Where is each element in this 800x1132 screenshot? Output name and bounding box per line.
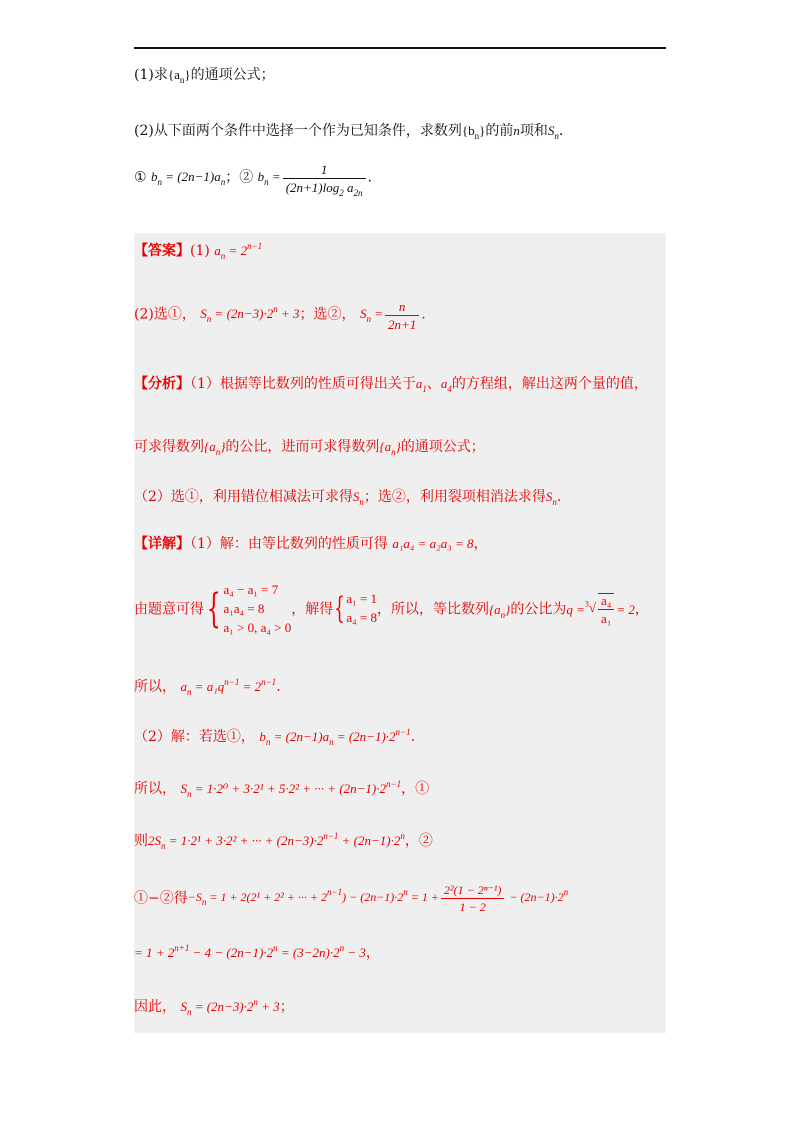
seq-sub: n <box>500 609 506 620</box>
analysis-text-e: 的通项公式； <box>400 439 485 455</box>
exponent: n−1 <box>327 887 343 898</box>
detail-end: . <box>276 679 281 695</box>
fraction-denominator: 1 − 2 <box>459 900 486 914</box>
var-a1 <box>415 376 427 394</box>
system-row: a₁ > 0, a₄ > 0 <box>223 619 292 635</box>
analysis-label: 【分析】 <box>134 376 190 392</box>
analysis-text-c: 可求得数列 <box>134 439 204 455</box>
formula-part: + 3 <box>257 999 280 1014</box>
sum-S-n <box>545 489 557 507</box>
a-letter: a <box>214 243 221 258</box>
S-letter: S <box>352 489 360 504</box>
exponent: n <box>339 943 345 953</box>
fraction-numerator: a₄ <box>598 594 614 610</box>
condition-1-formula <box>151 169 226 188</box>
answer-part1: (1) <box>190 243 210 259</box>
2sn-series <box>148 831 405 851</box>
b-sub: n <box>265 737 271 747</box>
a-sub: n <box>329 737 334 747</box>
detail-line-7 <box>134 884 568 913</box>
answer-an-formula <box>214 241 263 261</box>
seq-open: {a <box>167 67 180 82</box>
detail-end: ， <box>365 945 380 961</box>
formula-part: = (2n−3)·2 <box>191 999 254 1014</box>
S-sub: n <box>359 497 364 507</box>
a-sub: 1 <box>422 384 427 394</box>
question-part2-mid: 的前 <box>485 123 514 139</box>
S-sub: n <box>554 131 559 141</box>
detail-text: （1）解：由等比数列的性质可得 <box>190 536 388 552</box>
a-letter: a <box>415 376 423 391</box>
a-letter: a <box>180 679 187 694</box>
condition-2-mark: ② <box>239 169 254 186</box>
S-sub: n <box>186 1007 192 1017</box>
neg-S-letter: −S <box>187 890 202 905</box>
analysis-line-2 <box>134 439 485 457</box>
formula-rest: = (2n−1)·2 <box>333 729 396 744</box>
condition-2-formula <box>257 162 368 198</box>
condition-2-end: . <box>367 169 372 186</box>
detail-line-2 <box>134 581 649 638</box>
detail-text: 由题意可得 <box>134 601 204 618</box>
seq-open: {b <box>461 123 475 138</box>
detail-end: ； <box>279 999 294 1015</box>
fraction-numerator: 2²(1 − 2ⁿ⁻¹) <box>441 884 504 899</box>
sn-series <box>180 779 402 799</box>
exponent: n−1 <box>395 727 411 737</box>
formula-mid: = a₁q <box>191 679 225 694</box>
seq-a-n <box>488 601 511 620</box>
S-sub: n <box>206 314 212 325</box>
S-letter: S <box>359 306 367 322</box>
a-sub: 4 <box>447 384 452 394</box>
fraction-denominator: 2n+1 <box>388 317 417 332</box>
bn-formula <box>259 727 411 747</box>
fraction-denominator <box>283 179 366 198</box>
detail-label: 【详解】 <box>134 536 190 552</box>
formula-part: = 1 + 2 <box>134 945 175 960</box>
formula-part: = (3−2n)·2 <box>277 945 340 960</box>
equation-marker-1: ，① <box>401 781 430 797</box>
detail-text: ，所以，等比数列 <box>376 601 489 618</box>
seq-a-n <box>379 439 401 457</box>
condition-1-mark: ① <box>134 169 147 186</box>
root-index: 3 <box>584 599 589 609</box>
question-part2-end: . <box>558 123 564 139</box>
seq-close: } <box>395 439 401 454</box>
seq-a-n <box>204 439 226 457</box>
seq-sub: n <box>474 131 480 141</box>
a-letter: a <box>440 376 448 391</box>
S-sub: n <box>366 314 371 325</box>
formula-part: = 1 + <box>407 890 439 905</box>
var-a4 <box>440 376 452 394</box>
analysis-text-b: 的方程组，解出这两个量的值， <box>451 376 648 392</box>
equals-two: = 2 <box>225 243 248 258</box>
fraction-numerator: n <box>385 300 419 316</box>
S-letter: S <box>180 781 187 796</box>
a-sub: n <box>186 687 192 697</box>
left-brace-icon: { <box>206 586 221 633</box>
detail-end: ， <box>473 536 488 552</box>
equation-system-2 <box>346 590 377 628</box>
detail-text: 则 <box>134 833 148 849</box>
analysis-text-d: 的公比，进而可求得数列 <box>225 439 380 455</box>
formula-main: = (2n−3)·2 <box>211 306 274 322</box>
separator: 、 <box>426 376 441 392</box>
answer-sn-option1 <box>200 304 300 325</box>
formula-part: − (2n−1)·2 <box>506 890 564 905</box>
question-part1-suffix: 的通项公式； <box>190 67 275 83</box>
series-tail: + (2n−1)·2 <box>338 833 401 848</box>
system-row: a₄ = 8 <box>346 610 377 626</box>
exponent: n <box>273 304 278 315</box>
2S-letter: 2S <box>148 833 161 848</box>
answer-fraction <box>385 300 419 331</box>
S-sub: n <box>161 841 166 851</box>
analysis-text-g: ；选②，利用裂项相消法求得 <box>363 489 546 505</box>
den-main: (2n+1)log <box>285 180 340 195</box>
seq-sub: n <box>215 447 221 457</box>
den-a-sub: 2n <box>353 188 363 198</box>
exponent: n <box>253 997 258 1007</box>
S-letter: S <box>200 306 207 322</box>
left-brace-icon: { <box>334 591 346 627</box>
var-n: n <box>513 123 520 138</box>
seq-close: } <box>220 439 226 454</box>
seq-open: {a <box>488 601 501 617</box>
detail-text: 的公比为 <box>510 601 567 618</box>
b-sub: n <box>157 177 163 188</box>
question-part2-mid2: 项和 <box>519 123 548 139</box>
detail-text: 因此， <box>134 999 176 1015</box>
formula-rhs: = 2 <box>239 679 262 694</box>
detail-line-1 <box>134 537 488 551</box>
log-base: 2 <box>339 188 344 198</box>
analysis-line-1 <box>134 376 648 394</box>
b-letter: b <box>259 729 266 744</box>
S-sub: n <box>186 789 192 799</box>
formula-rest: = (2n−1)a <box>270 729 330 744</box>
equals: = <box>268 169 281 185</box>
fraction-numerator: 1 <box>283 163 366 179</box>
analysis-text-a: （1）根据等比数列的性质可得出关于 <box>190 376 416 392</box>
exponent: n <box>400 831 405 841</box>
seq-a-n <box>167 67 191 85</box>
answer-line-1 <box>134 241 263 261</box>
b-letter: b <box>151 169 158 185</box>
analysis-line-3 <box>134 489 562 507</box>
detail-line-8 <box>134 943 380 961</box>
detail-equation: a₁a₄ = a₂a₃ = 8 <box>392 536 474 551</box>
analysis-end: . <box>556 489 562 505</box>
S-letter: S <box>180 999 187 1014</box>
answer-part2-prefix: (2)选①， <box>134 306 196 323</box>
answer-part2-mid: ；选②， <box>299 306 356 323</box>
q-lhs: q = <box>566 601 585 617</box>
subtraction-result <box>187 883 569 914</box>
question-part2-prefix: (2)从下面两个条件中选择一个作为已知条件，求数列 <box>134 123 462 139</box>
seq-open: {a <box>379 439 392 454</box>
exponent: n+1 <box>174 943 190 953</box>
b-sub: n <box>264 177 269 188</box>
root-fraction <box>598 593 614 625</box>
condition-separator: ； <box>225 169 240 186</box>
detail-end: ， <box>634 601 649 618</box>
an-derivation <box>180 677 277 697</box>
exponent: n <box>403 887 408 898</box>
fraction-denominator: a₁ <box>601 611 612 627</box>
answer-line-2 <box>134 300 426 331</box>
answer-part2-end: . <box>421 306 426 323</box>
detail-end: . <box>410 729 416 745</box>
exponent: n−1 <box>224 677 240 687</box>
exponent: n−1 <box>323 831 339 841</box>
series-body: = 1·2¹ + 3·2² + ··· + (2n−3)·2 <box>165 833 324 848</box>
S-sub: n <box>552 497 557 507</box>
q-rhs: = 2 <box>616 601 635 617</box>
S-letter: S <box>547 123 555 138</box>
simplification <box>134 945 366 960</box>
condition-2-fraction <box>283 162 366 198</box>
a-sub: n <box>220 251 226 261</box>
system-row: a₄ − a₁ = 7 <box>223 582 279 597</box>
exponent: n−1 <box>247 241 263 251</box>
a-sub: n <box>220 177 226 188</box>
S-letter: S <box>545 489 553 504</box>
system-row: a₁ = 1 <box>346 591 377 607</box>
detail-text: 所以， <box>134 679 176 695</box>
b-letter: b <box>257 169 265 185</box>
exponent: n−1 <box>386 779 402 789</box>
formula-tail: + 3 <box>277 306 300 322</box>
exponent: n <box>273 943 278 953</box>
formula-part: − 4 − (2n−1)·2 <box>189 945 274 960</box>
sum-S-n <box>352 489 364 507</box>
analysis-text-f: （2）选①，利用错位相减法可求得 <box>134 489 353 505</box>
seq-close: } <box>479 123 486 138</box>
detail-line-9 <box>134 997 294 1017</box>
seq-b-n <box>461 123 486 141</box>
formula-part: ) − (2n−1)·2 <box>342 890 404 905</box>
sum-S-n <box>547 123 559 141</box>
equation-system-1 <box>223 581 291 638</box>
den-a: a <box>343 180 354 195</box>
formula-part: = 1 + 2(2¹ + 2² + ··· + 2 <box>206 890 328 905</box>
seq-sub: n <box>391 447 396 457</box>
detail-text: （2）解：若选①， <box>134 729 255 745</box>
question-conditions <box>134 162 372 198</box>
series-body: = 1·2⁰ + 3·2¹ + 5·2² + ··· + (2n−1)·2 <box>191 781 387 796</box>
detail-line-6 <box>134 831 433 851</box>
detail-text: ①−②得 <box>134 890 188 907</box>
detail-line-5 <box>134 779 430 799</box>
question-part1 <box>134 67 275 85</box>
detail-text: 所以， <box>134 781 176 797</box>
formula-rest: = (2n−1)a <box>162 169 221 185</box>
detail-line-3 <box>134 677 281 697</box>
detail-text: ，解得 <box>291 601 334 618</box>
S-sub: n <box>201 897 207 908</box>
seq-sub: n <box>179 75 185 85</box>
top-rule <box>134 47 666 49</box>
seq-close: } <box>505 601 511 617</box>
sn-result <box>180 997 280 1017</box>
equation-marker-2: ，② <box>404 833 433 849</box>
equals: = <box>370 306 384 322</box>
question-part1-prefix: (1)求 <box>134 67 168 83</box>
exponent: n−1 <box>261 677 277 687</box>
seq-open: {a <box>204 439 216 454</box>
question-part2 <box>134 123 564 141</box>
seq-close: } <box>184 67 191 82</box>
formula-part: − 3 <box>344 945 366 960</box>
answer-sn-option2 <box>359 299 421 332</box>
cube-root: $^3$√ $\frac{\text{a₄}}{\text{a₁}}$ <box>585 593 616 625</box>
detail-line-4 <box>134 727 416 747</box>
exponent: n <box>563 887 569 898</box>
system-row: a₁a₄ = 8 <box>223 600 265 616</box>
geometric-sum-fraction <box>441 884 504 913</box>
answer-label: 【答案】 <box>134 243 190 259</box>
